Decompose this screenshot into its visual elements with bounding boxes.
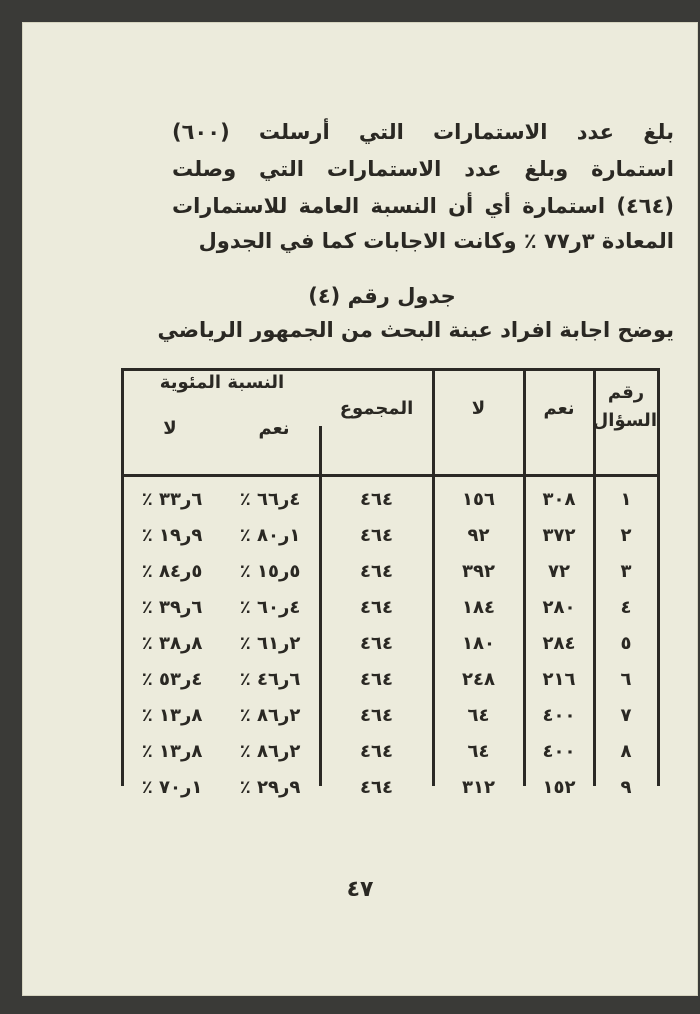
paragraph-line-2: استمارة وبلغ عدد الاستمارات التي وصلت (172, 157, 674, 181)
header-question-no-2: السؤال (592, 410, 657, 431)
cell-total: ٤٦٤ (360, 669, 393, 690)
header-yes: نعم (543, 398, 575, 419)
cell-yes: ١٥٢ (542, 777, 576, 798)
cell-no: ١٥٦ (462, 489, 495, 510)
cell-yes: ٤٠٠ (542, 741, 576, 762)
cell-percent-no: ٥ر٨٤ ٪ (141, 561, 203, 582)
cell-question-no: ٣ (620, 561, 632, 582)
cell-total: ٤٦٤ (360, 525, 393, 546)
cell-no: ٦٤ (467, 741, 490, 762)
header-total: المجموع (339, 398, 414, 419)
cell-total: ٤٦٤ (360, 489, 393, 510)
table-top-rule (121, 368, 660, 371)
header-percent-group: النسبة المئوية (159, 372, 285, 393)
table-subtitle: يوضح اجابة افراد عينة البحث من الجمهور الرياضي (157, 318, 674, 342)
cell-no: ١٨٠ (462, 633, 495, 654)
cell-percent-yes: ٥ر١٥ ٪ (239, 561, 301, 582)
cell-percent-yes: ٢ر٨٦ ٪ (239, 705, 301, 726)
cell-percent-yes: ٢ر٦١ ٪ (239, 633, 301, 654)
header-percent-no: لا (163, 418, 177, 439)
cell-question-no: ٦ (620, 669, 632, 690)
cell-percent-yes: ٩ر٢٩ ٪ (239, 777, 301, 798)
cell-question-no: ١ (620, 489, 632, 510)
cell-no: ٣٩٢ (462, 561, 495, 582)
cell-question-no: ٧ (620, 705, 632, 726)
cell-total: ٤٦٤ (360, 633, 393, 654)
cell-yes: ٢١٦ (542, 669, 576, 690)
cell-question-no: ٥ (620, 633, 632, 654)
header-bottom-rule (121, 474, 660, 477)
cell-no: ١٨٤ (462, 597, 495, 618)
cell-percent-yes: ٤ر٦٦ ٪ (239, 489, 301, 510)
cell-question-no: ٨ (620, 741, 632, 762)
header-percent-yes: نعم (258, 418, 290, 439)
cell-percent-no: ٨ر١٣ ٪ (141, 741, 203, 762)
cell-percent-no: ٦ر٣٩ ٪ (141, 597, 203, 618)
cell-percent-no: ١ر٧٠ ٪ (141, 777, 203, 798)
cell-percent-no: ٦ر٣٣ ٪ (141, 489, 203, 510)
paragraph-line-4: المعادة ٣ر٧٧ ٪ وكانت الاجابات كما في الجدول (198, 229, 674, 253)
cell-percent-yes: ٤ر٦٠ ٪ (239, 597, 301, 618)
cell-no: ٣١٢ (462, 777, 495, 798)
table-title: جدول رقم (٤) (308, 284, 456, 308)
cell-total: ٤٦٤ (360, 741, 393, 762)
cell-percent-yes: ٦ر٤٦ ٪ (239, 669, 301, 690)
header-no: لا (471, 398, 486, 419)
cell-no: ٢٤٨ (462, 669, 495, 690)
cell-no: ٩٢ (467, 525, 490, 546)
cell-percent-yes: ٢ر٨٦ ٪ (239, 741, 301, 762)
paragraph-line-3: (٤٦٤) استمارة أي أن النسبة العامة للاستمارات (172, 194, 674, 218)
cell-total: ٤٦٤ (360, 597, 393, 618)
cell-question-no: ٤ (620, 597, 632, 618)
cell-yes: ٢٨٠ (542, 597, 576, 618)
cell-total: ٤٦٤ (360, 705, 393, 726)
cell-yes: ٣٧٢ (542, 525, 576, 546)
paragraph-line-1: بلغ عدد الاستمارات التي أرسلت (٦٠٠) (172, 120, 674, 144)
cell-no: ٦٤ (467, 705, 490, 726)
cell-yes: ٣٠٨ (542, 489, 576, 510)
cell-yes: ٤٠٠ (542, 705, 576, 726)
cell-question-no: ٢ (620, 525, 632, 546)
cell-percent-no: ٨ر١٣ ٪ (141, 705, 203, 726)
table-border-right (657, 368, 660, 786)
cell-percent-no: ٩ر١٩ ٪ (141, 525, 203, 546)
cell-total: ٤٦٤ (360, 777, 393, 798)
results-table (121, 368, 661, 798)
cell-percent-no: ٤ر٥٣ ٪ (141, 669, 203, 690)
cell-total: ٤٦٤ (360, 561, 393, 582)
cell-yes: ٧٢ (548, 561, 570, 582)
book-page (22, 22, 698, 996)
cell-percent-no: ٨ر٣٨ ٪ (141, 633, 203, 654)
page-number: ٤٧ (346, 877, 374, 902)
cell-question-no: ٩ (620, 777, 632, 798)
cell-percent-yes: ١ر٨٠ ٪ (239, 525, 301, 546)
cell-yes: ٢٨٤ (542, 633, 576, 654)
header-question-no: رقم (607, 382, 645, 403)
